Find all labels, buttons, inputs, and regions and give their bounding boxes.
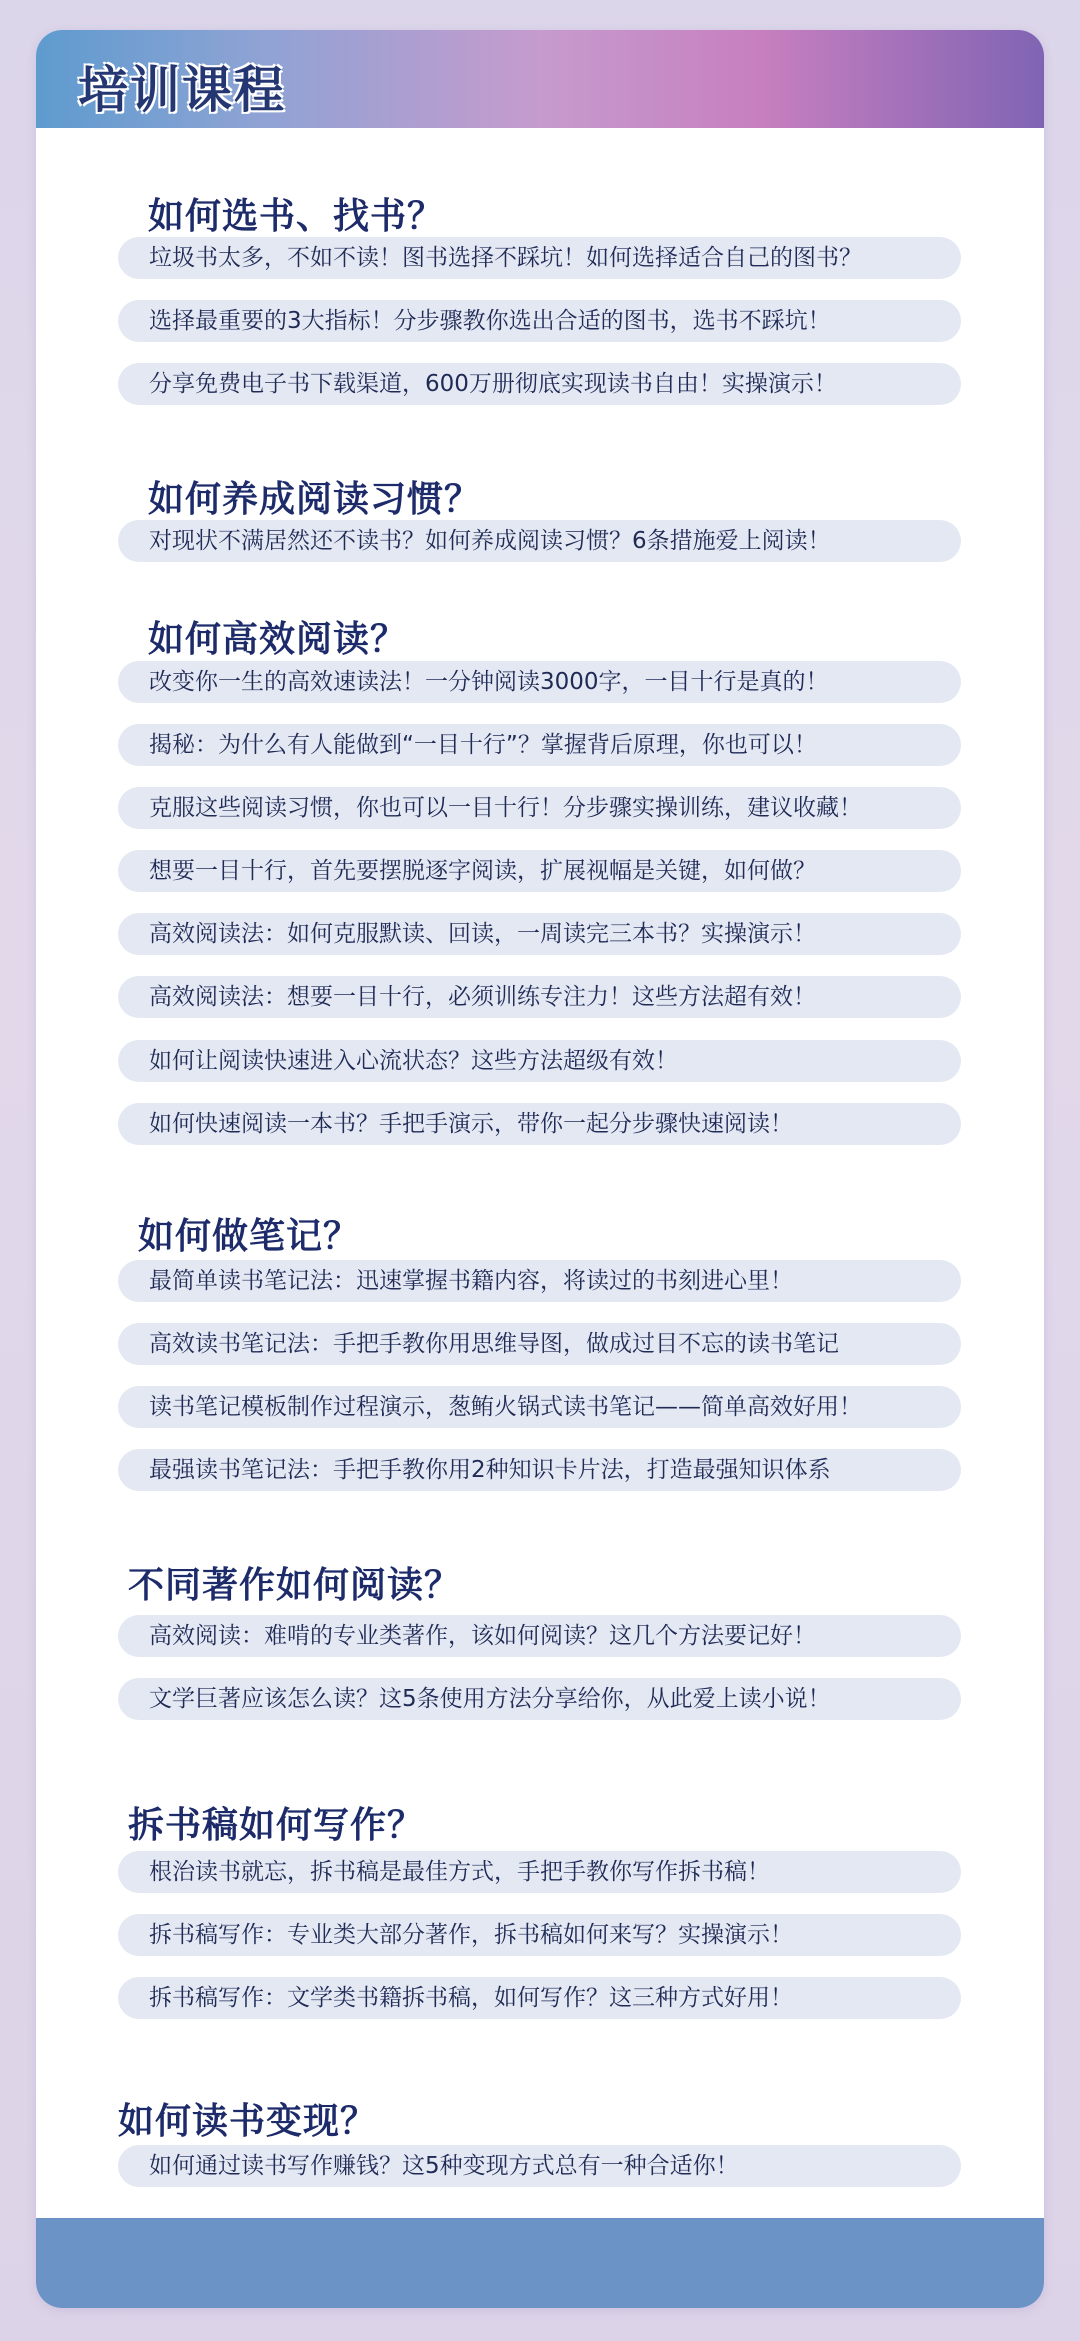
course-item[interactable] (118, 976, 961, 1018)
section-title-note-taking: 如何做笔记？ (138, 1216, 361, 1257)
course-item[interactable] (118, 2145, 961, 2187)
course-item-label: 高效阅读法：如何克服默读、回读，一周读完三本书？实操演示！ (149, 921, 816, 947)
course-item-label: 文学巨著应该怎么读？这5条使用方法分享给你，从此爱上读小说！ (149, 1686, 831, 1712)
course-item[interactable] (118, 661, 961, 703)
section-title-monetize-reading: 如何读书变现？ (118, 2101, 378, 2142)
course-item-label: 分享免费电子书下载渠道，600万册彻底实现读书自由！实操演示！ (149, 371, 837, 397)
course-item-label: 高效阅读：难啃的专业类著作，该如何阅读？这几个方法要记好！ (149, 1623, 816, 1649)
course-item-label: 如何让阅读快速进入心流状态？这些方法超级有效！ (149, 1048, 678, 1074)
course-item-label: 揭秘：为什么有人能做到“一目十行”？掌握背后原理，你也可以！ (149, 732, 817, 758)
course-item[interactable] (118, 850, 961, 892)
course-item-label: 克服这些阅读习惯，你也可以一目十行！分步骤实操训练，建议收藏！ (149, 795, 862, 821)
course-item-label: 读书笔记模板制作过程演示，葱鲔火锅式读书笔记——简单高效好用！ (149, 1394, 862, 1420)
course-item[interactable] (118, 1323, 961, 1365)
section-title-book-summary-writing: 拆书稿如何写作？ (128, 1805, 425, 1846)
course-item-label: 拆书稿写作：文学类书籍拆书稿，如何写作？这三种方式好用！ (149, 1985, 793, 2011)
course-item-label: 如何通过读书写作赚钱？这5种变现方式总有一种合适你！ (149, 2153, 739, 2179)
course-item-label: 最强读书笔记法：手把手教你用2种知识卡片法，打造最强知识体系 (149, 1457, 831, 1483)
section-title-efficient-reading: 如何高效阅读？ (148, 619, 408, 660)
course-item[interactable] (118, 1386, 961, 1428)
course-item[interactable] (118, 1678, 961, 1720)
course-item[interactable] (118, 520, 961, 562)
course-item[interactable] (118, 1851, 961, 1893)
course-item-label: 改变你一生的高效速读法！一分钟阅读3000字，一目十行是真的！ (149, 669, 829, 695)
course-item[interactable] (118, 1615, 961, 1657)
section-title-choose-books: 如何选书、找书？ (148, 196, 445, 237)
course-item[interactable] (118, 1040, 961, 1082)
course-item[interactable] (118, 1103, 961, 1145)
course-item[interactable] (118, 913, 961, 955)
course-item-label: 对现状不满居然还不读书？如何养成阅读习惯？6条措施爱上阅读！ (149, 528, 831, 554)
course-item-label: 垃圾书太多，不如不读！图书选择不踩坑！如何选择适合自己的图书？ (149, 245, 862, 271)
course-item-label: 最简单读书笔记法：迅速掌握书籍内容，将读过的书刻进心里！ (149, 1268, 793, 1294)
section-title-reading-habit: 如何养成阅读习惯？ (148, 479, 482, 520)
course-item-label: 想要一目十行，首先要摆脱逐字阅读，扩展视幅是关键，如何做？ (149, 858, 816, 884)
course-item[interactable] (118, 1914, 961, 1956)
header-banner (36, 30, 1044, 128)
course-item-label: 选择最重要的3大指标！分步骤教你选出合适的图书，选书不踩坑！ (149, 308, 831, 334)
footer-band (36, 2218, 1044, 2308)
course-item-label: 如何快速阅读一本书？手把手演示，带你一起分步骤快速阅读！ (149, 1111, 793, 1137)
page-title: 培训课程 (78, 61, 286, 119)
course-item[interactable] (118, 724, 961, 766)
course-item-label: 拆书稿写作：专业类大部分著作，拆书稿如何来写？实操演示！ (149, 1922, 793, 1948)
course-item[interactable] (118, 300, 961, 342)
course-item[interactable] (118, 787, 961, 829)
course-item-label: 高效读书笔记法：手把手教你用思维导图，做成过目不忘的读书笔记 (149, 1331, 839, 1357)
course-item[interactable] (118, 1977, 961, 2019)
course-item[interactable] (118, 363, 961, 405)
course-item-label: 根治读书就忘，拆书稿是最佳方式，手把手教你写作拆书稿！ (149, 1859, 770, 1885)
course-item-label: 高效阅读法：想要一目十行，必须训练专注力！这些方法超有效！ (149, 984, 816, 1010)
course-item[interactable] (118, 237, 961, 279)
course-card (36, 30, 1044, 2308)
course-item[interactable] (118, 1260, 961, 1302)
section-title-different-works: 不同著作如何阅读？ (128, 1565, 462, 1606)
course-item[interactable] (118, 1449, 961, 1491)
